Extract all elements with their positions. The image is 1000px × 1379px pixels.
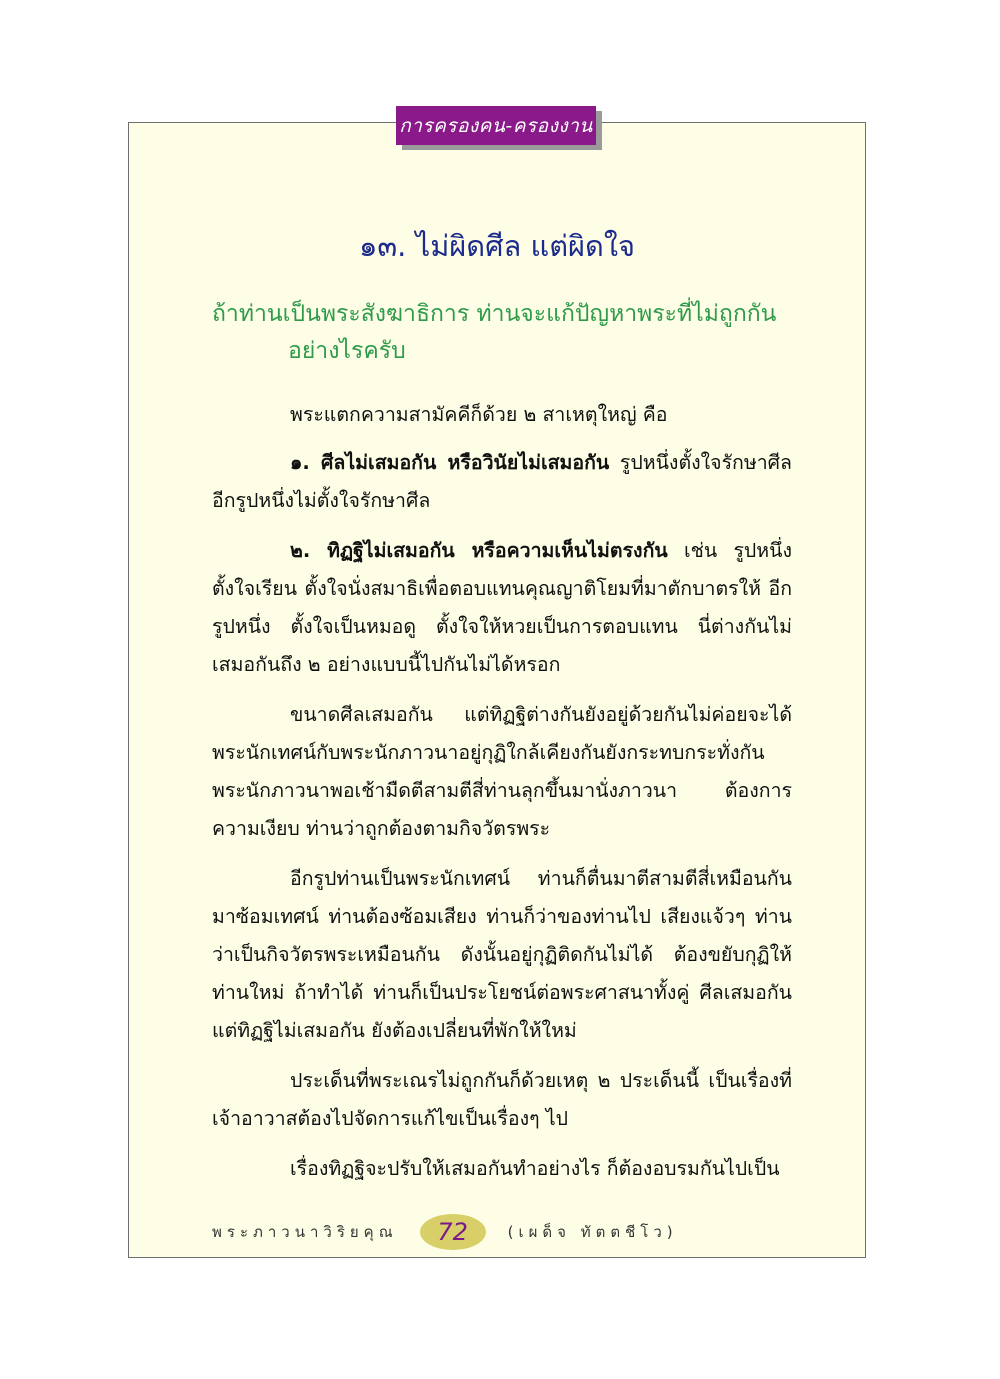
paragraph-5: อีกรูปท่านเป็นพระนักเทศน์ ท่านก็ตื่นมาตีสามตีสี่เหมือนกัน มาซ้อมเทศน์ ท่านต้องซ้อมเสียง ท่านก็ว่าของท่านไป เสียงแจ้วๆ ท่านว่าเป็นกิจวัตรพระเหมือนกัน ดังนั้นอยู่กุฏิติดกันไม่ได้ ต้องขยับกุฏิให้ท่านใหม่ ถ้าทำได้ ท่านก็เป็นประโยชน์ต่อพระศาสนาทั้งคู่ ศีลเสมอกัน แต่ทิฏฐิไม่เสมอกัน ยังต้องเปลี่ยนที่พักให้ใหม่ [212,867,792,1042]
page-number: 72 [437,1218,468,1246]
footer [212,1212,772,1252]
question-line-1: ถ้าท่านเป็นพระสังฆาธิการ ท่านจะแก้ปัญหาพระที่ไม่ถูกกัน [212,301,777,327]
paragraph-4: ขนาดศีลเสมอกัน แต่ทิฏฐิต่างกันยังอยู่ด้วยกันไม่ค่อยจะได้ พระนักเทศน์กับพระนักภาวนาอยู่กุฏิใกล้เคียงกันยังกระทบกระทั่งกัน พระนักภาวนาพอเช้ามืดตีสามตีสี่ท่านลุกขึ้นมานั่งภาวนา ต้องการความเงียบ ท่านว่าถูกต้องตามกิจวัตรพระ [212,703,792,840]
body-text [212,396,792,1200]
paragraph-2-text: รูปหนึ่งตั้งใจรักษาศีล อีกรูปหนึ่งไม่ตั้งใจรักษาศีล [212,451,792,512]
footer-author-title: พระภาวนาวิริยคุณ [212,1223,398,1241]
header-tab [396,106,596,145]
paragraph-1: พระแตกความสามัคคีก็ด้วย ๒ สาเหตุใหญ่ คือ [290,403,668,426]
footer-author-name: (เผด็จ ทัตตชีโว) [507,1223,678,1241]
paragraph-6: ประเด็นที่พระเณรไม่ถูกกันก็ด้วยเหตุ ๒ ประเด็นนี้ เป็นเรื่องที่เจ้าอาวาสต้องไปจัดการแก้ไขเป็นเรื่องๆ ไป [212,1069,792,1130]
paragraph-2 [212,444,792,520]
question [212,296,802,370]
paragraph-7: เรื่องทิฏฐิจะปรับให้เสมอกันทำอย่างไร ก็ต้องอบรมกันไปเป็น [290,1157,780,1180]
paragraph-3-text: เช่น รูปหนึ่งตั้งใจเรียน ตั้งใจนั่งสมาธิเพื่อตอบแทนคุณญาติโยมที่มาตักบาตรให้ อีกรูปหนึ่ง ตั้งใจเป็นหมอดู ตั้งใจให้หวยเป็นการตอบแทน นี่ต่างกันไม่เสมอกันถึง ๒ อย่างแบบนี้ไปกันไม่ได้หรอก [212,539,792,676]
chapter-title: ๑๓. ไม่ผิดศีล แต่ผิดใจ [358,229,636,263]
question-line-2: อย่างไรครับ [288,338,406,364]
paragraph-2-heading: ๑. ศีลไม่เสมอกัน หรือวินัยไม่เสมอกัน [290,451,610,474]
paragraph-3-heading: ๒. ทิฏฐิไม่เสมอกัน หรือความเห็นไม่ตรงกัน [290,539,668,562]
page-number-badge [420,1214,486,1250]
header-tab-label: การครองคน-ครองงาน [399,114,593,137]
paragraph-3 [212,532,792,684]
